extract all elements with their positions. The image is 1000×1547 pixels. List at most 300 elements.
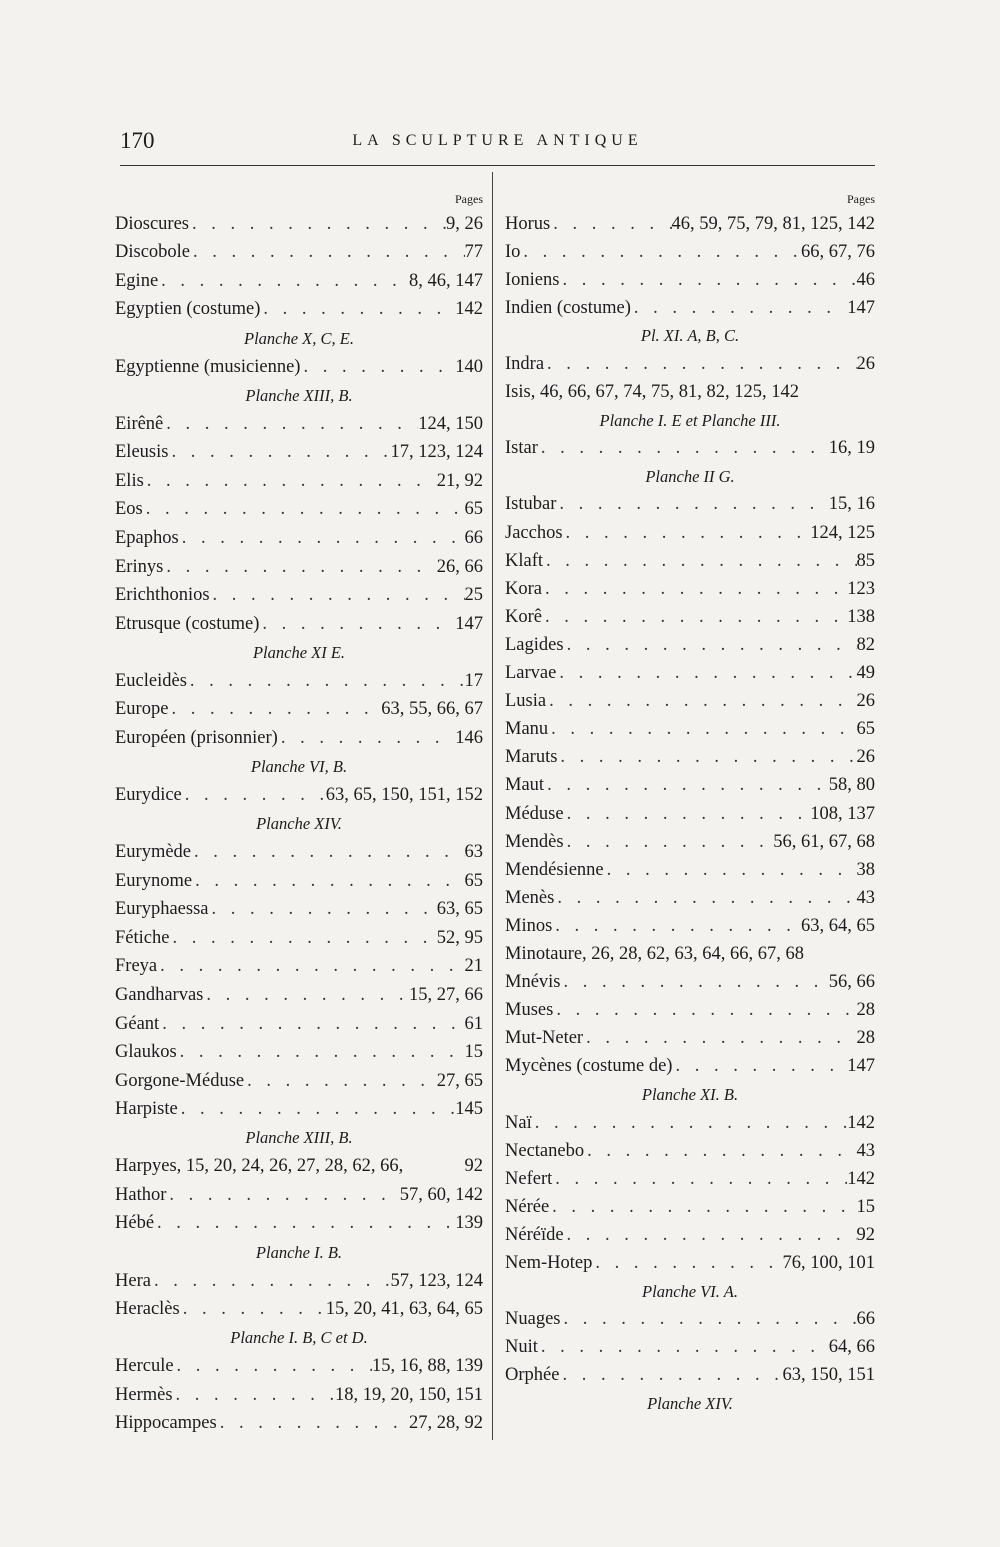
index-term: Egine [115, 270, 159, 291]
index-entry [115, 1410, 483, 1439]
page-refs: 124, 125 [810, 522, 875, 543]
index-term: Jacchos [505, 522, 563, 543]
leader-dots [559, 1365, 782, 1386]
index-term: Lagides [505, 634, 564, 655]
index-term: Eos [115, 499, 143, 520]
index-term: Hippocampes [115, 1413, 217, 1434]
index-term: Indien (costume) [505, 297, 631, 318]
index-entry [505, 912, 875, 940]
index-entry [115, 610, 483, 639]
plate-reference: Planche X, C, E. [244, 328, 354, 348]
index-entry [115, 296, 483, 325]
leader-dots [143, 499, 465, 520]
index-term: Istubar [505, 494, 557, 515]
index-term: Nefert [505, 1168, 553, 1189]
leader-dots [151, 1271, 391, 1292]
page-refs: 58, 80 [828, 775, 875, 796]
leader-dots [259, 614, 455, 635]
page-refs: 26 [856, 354, 875, 375]
index-term: Indra [505, 354, 545, 375]
leader-dots [166, 1185, 399, 1206]
index-term: Nuages [505, 1309, 561, 1330]
leader-dots [532, 1113, 848, 1134]
leader-dots [190, 242, 464, 263]
leader-dots [563, 523, 811, 544]
index-entry [115, 1181, 483, 1210]
index-entry [505, 1025, 875, 1053]
index-term: Mut-Neter [505, 1028, 584, 1049]
page-header [120, 128, 875, 162]
index-entry [505, 997, 875, 1025]
leader-dots [203, 985, 409, 1006]
column-divider [492, 172, 493, 1440]
index-entry [505, 800, 875, 828]
index-entry [115, 1295, 483, 1324]
index-term: Freya [115, 956, 158, 977]
page-refs: 92 [464, 1156, 483, 1177]
index-entry [505, 1165, 875, 1193]
index-entry [115, 524, 483, 553]
leader-dots [168, 442, 390, 463]
plate-reference: Planche II G. [645, 466, 735, 486]
page-refs: 27, 65 [436, 1070, 483, 1091]
page-refs: 43 [856, 1140, 875, 1161]
leader-dots [159, 1014, 464, 1035]
leader-dots [561, 972, 829, 993]
leader-dots [192, 871, 464, 892]
index-entry [115, 924, 483, 953]
page-refs: 82 [856, 634, 875, 655]
leader-dots [210, 585, 465, 606]
index-entry [115, 353, 483, 382]
plate-reference: Planche VI. A. [642, 1281, 738, 1301]
page-refs: 147 [455, 613, 483, 634]
index-entry [505, 350, 875, 378]
leader-dots [604, 860, 857, 881]
leader-dots [584, 1141, 856, 1162]
plate-reference: Planche I. B. [255, 1242, 343, 1262]
index-term: Géant [115, 1013, 160, 1034]
index-entry [115, 981, 483, 1010]
page-refs: 56, 61, 67, 68 [773, 831, 875, 852]
index-entry [115, 896, 483, 925]
page-refs: 66 [856, 1309, 875, 1330]
index-term: Epaphos [115, 527, 179, 548]
index-entry [115, 1210, 483, 1239]
index-entry [505, 266, 875, 294]
index-term: Egyptienne (musicienne) [115, 356, 301, 377]
plate-reference: Pl. XI. A, B, C. [640, 326, 740, 346]
plate-reference: Planche XI. B. [641, 1084, 739, 1104]
index-term: Minotaure, 26, 28, 62, 63, 64, 66, 67, 68 [505, 943, 805, 964]
index-entry [505, 631, 875, 659]
index-term: Erichthonios [115, 585, 210, 606]
page-refs: 43 [856, 887, 875, 908]
index-entry [115, 1095, 483, 1124]
index-entry [505, 1249, 875, 1277]
index-term: Maruts [505, 747, 558, 768]
page-refs: 15, 16, 88, 139 [372, 1356, 483, 1377]
index-term: Kora [505, 578, 542, 599]
index-term: Méduse [505, 803, 564, 824]
page-refs: 92 [856, 1224, 875, 1245]
page-refs: 138 [847, 606, 875, 627]
index-entry [505, 1362, 875, 1390]
index-term: Gorgone-Méduse [115, 1070, 245, 1091]
index-entry [505, 294, 875, 322]
page-refs: 66 [464, 527, 483, 548]
page-refs: 57, 123, 124 [390, 1270, 483, 1291]
page-refs: 57, 60, 142 [399, 1184, 483, 1205]
page-refs: 142 [847, 1168, 875, 1189]
index-term: Nuit [505, 1337, 538, 1358]
pages-heading: Pages [847, 192, 875, 206]
index-term: Harpyes, 15, 20, 24, 26, 27, 28, 62, 66, [115, 1156, 404, 1177]
index-entry [115, 467, 483, 496]
plate-reference: Planche VI, B. [250, 756, 348, 776]
index-entry [505, 210, 875, 238]
running-title: LA SCULPTURE ANTIQUE [352, 132, 643, 149]
index-term: Klaft [505, 550, 544, 571]
page-refs: 63, 65, 150, 151, 152 [325, 785, 483, 806]
page-refs: 17 [464, 670, 483, 691]
index-term: Néréïde [505, 1224, 564, 1245]
page-refs: 142 [847, 1112, 875, 1133]
index-term: Korê [505, 606, 542, 627]
page-refs: 123 [847, 578, 875, 599]
page-refs: 21 [464, 956, 483, 977]
leader-dots [217, 1413, 409, 1434]
page-refs: 147 [847, 1056, 875, 1077]
page-refs: 15 [464, 1042, 483, 1063]
page-refs: 56, 66 [828, 972, 875, 993]
page-refs: 146 [455, 727, 483, 748]
index-entry [505, 744, 875, 772]
page-refs: 52, 95 [436, 927, 483, 948]
leader-dots [163, 414, 418, 435]
index-term: Elis [115, 470, 144, 491]
leader-dots [187, 671, 465, 692]
page-refs: 63, 150, 151 [782, 1365, 875, 1386]
index-entry [115, 439, 483, 468]
index-entry [115, 1381, 483, 1410]
page-refs: 63, 65 [436, 899, 483, 920]
leader-dots [564, 635, 857, 656]
page-refs: 63, 64, 65 [801, 915, 875, 936]
leader-dots [546, 691, 856, 712]
page-refs: 77 [464, 242, 483, 263]
index-term: Erinys [115, 556, 164, 577]
leader-dots [548, 719, 856, 740]
leader-dots [552, 1169, 847, 1190]
page-refs: 15, 16 [828, 494, 875, 515]
page-refs: 15, 27, 66 [409, 984, 483, 1005]
leader-dots [154, 1213, 455, 1234]
header-rule [120, 165, 875, 166]
page-refs: 76, 100, 101 [782, 1253, 875, 1274]
page-refs: 46 [856, 269, 875, 290]
plate-reference: Planche XI E. [252, 642, 346, 662]
index-term: Maut [505, 775, 545, 796]
index-term: Nectanebo [505, 1140, 585, 1161]
index-entry [505, 575, 875, 603]
index-entry [115, 953, 483, 982]
leader-dots [564, 832, 774, 853]
index-entry [505, 519, 875, 547]
leader-dots [553, 1000, 856, 1021]
page-refs: 65 [464, 870, 483, 891]
index-term: Eurymède [115, 842, 192, 863]
index-term: Larvae [505, 663, 557, 684]
index-term: Eirênê [115, 413, 164, 434]
leader-dots [178, 1099, 456, 1120]
leader-dots [191, 842, 464, 863]
leader-dots [177, 1042, 465, 1063]
index-term: Européen (prisonnier) [115, 727, 278, 748]
leader-dots [157, 956, 464, 977]
leader-dots [557, 747, 856, 768]
index-entry [115, 724, 483, 753]
page-refs: 142 [455, 299, 483, 320]
page-refs: 108, 137 [810, 803, 875, 824]
index-entry [505, 1306, 875, 1334]
index-entry [115, 696, 483, 725]
index-entry [505, 856, 875, 884]
page-refs: 26 [856, 691, 875, 712]
page-refs: 124, 150 [418, 413, 483, 434]
page-refs: 85 [856, 550, 875, 571]
page-refs: 139 [455, 1213, 483, 1234]
leader-dots [244, 1071, 437, 1092]
index-column-left [115, 188, 483, 1438]
index-entry [115, 553, 483, 582]
index-entry [505, 379, 875, 407]
index-entry [505, 1334, 875, 1362]
leader-dots [158, 271, 409, 292]
plate-reference: Planche I. B, C et D. [230, 1328, 368, 1348]
index-term: Minos [505, 915, 553, 936]
page-refs: 38 [856, 859, 875, 880]
index-term: Horus [505, 213, 551, 234]
leader-dots [556, 494, 828, 515]
leader-dots [278, 728, 455, 749]
index-entry [505, 603, 875, 631]
index-term: Europe [115, 699, 169, 720]
index-entry [115, 1010, 483, 1039]
leader-dots [209, 899, 437, 920]
leader-dots [174, 1356, 372, 1377]
index-entry [505, 828, 875, 856]
index-term: Euryphaessa [115, 899, 209, 920]
page-refs: 63, 55, 66, 67 [381, 699, 483, 720]
index-entry [505, 969, 875, 997]
index-term: Egyptien (costume) [115, 299, 261, 320]
page-refs: 26 [856, 747, 875, 768]
index-entries [505, 210, 875, 1418]
index-term: Hermès [115, 1384, 173, 1405]
leader-dots [560, 1309, 856, 1330]
index-entry [115, 267, 483, 296]
leader-dots [168, 699, 381, 720]
leader-dots [173, 1385, 335, 1406]
index-entry [505, 660, 875, 688]
page-number: 170 [120, 128, 155, 153]
page-refs: 21, 92 [436, 470, 483, 491]
index-term: Mendès [505, 831, 564, 852]
leader-dots [179, 528, 465, 549]
leader-dots [556, 663, 856, 684]
plate-reference: Planche XIV. [256, 814, 342, 834]
index-entry [115, 1153, 483, 1182]
leader-dots [592, 1253, 782, 1274]
index-entry [115, 867, 483, 896]
leader-dots [549, 1197, 856, 1218]
index-entry [505, 884, 875, 912]
index-term: Manu [505, 719, 549, 740]
index-entry [505, 716, 875, 744]
index-entry [115, 496, 483, 525]
index-entry [505, 491, 875, 519]
leader-dots [631, 298, 847, 319]
index-term: Nérée [505, 1196, 550, 1217]
page-refs: 63 [464, 842, 483, 863]
index-term: Gandharvas [115, 984, 204, 1005]
page-refs: 15 [856, 1196, 875, 1217]
index-term: Etrusque (costume) [115, 613, 260, 634]
index-term: Eleusis [115, 442, 169, 463]
page-refs: 66, 67, 76 [801, 241, 875, 262]
index-term: Fétiche [115, 927, 170, 948]
index-entry [505, 940, 875, 968]
leader-dots [544, 775, 829, 796]
plate-reference: Planche I. E et Planche III. [599, 410, 781, 430]
leader-dots [552, 916, 801, 937]
index-term: Istar [505, 438, 538, 459]
index-column-right [505, 188, 875, 1418]
page-refs: 28 [856, 1028, 875, 1049]
page-refs: 17, 123, 124 [390, 442, 483, 463]
leader-dots [538, 1337, 829, 1358]
leader-dots [300, 357, 455, 378]
index-term: Isis, 46, 66, 67, 74, 75, 81, 82, 125, 142 [505, 382, 799, 403]
leader-dots [538, 438, 829, 459]
page-refs: 65 [856, 719, 875, 740]
index-entry [115, 581, 483, 610]
index-entry [505, 435, 875, 463]
leader-dots [543, 551, 856, 572]
leader-dots [583, 1028, 856, 1049]
page-refs: 49 [856, 663, 875, 684]
index-entry [115, 410, 483, 439]
index-entry [115, 1067, 483, 1096]
index-entry [115, 210, 483, 239]
index-term: Hébé [115, 1213, 155, 1234]
index-term: Mendésienne [505, 859, 604, 880]
leader-dots [544, 354, 856, 375]
index-term: Lusia [505, 691, 547, 712]
index-entry [115, 838, 483, 867]
page-refs: 15, 20, 41, 63, 64, 65 [325, 1299, 483, 1320]
page-refs: 61 [464, 1013, 483, 1034]
index-entry [115, 239, 483, 268]
page-refs: 28 [856, 1000, 875, 1021]
leader-dots [260, 299, 455, 320]
index-entry [505, 1137, 875, 1165]
index-entry [115, 1267, 483, 1296]
index-term: Ioniens [505, 269, 560, 290]
leader-dots [564, 1225, 857, 1246]
index-entry [505, 1053, 875, 1081]
page-refs: 9, 26 [446, 213, 483, 234]
page-refs: 27, 28, 92 [409, 1413, 483, 1434]
index-term: Discobole [115, 242, 191, 263]
plate-reference: Planche XIII, B. [245, 1128, 353, 1148]
leader-dots [163, 557, 436, 578]
page-refs: 65 [464, 499, 483, 520]
page-refs: 18, 19, 20, 150, 151 [335, 1384, 483, 1405]
leader-dots [550, 214, 671, 235]
index-entry [505, 1109, 875, 1137]
index-term: Eurynome [115, 870, 193, 891]
plate-reference: Planche XIV. [647, 1393, 733, 1413]
page-refs: 16, 19 [828, 438, 875, 459]
index-term: Io [505, 241, 521, 262]
index-term: Hera [115, 1270, 151, 1291]
leader-dots [182, 785, 326, 806]
page-refs: 64, 66 [828, 1337, 875, 1358]
leader-dots [564, 804, 811, 825]
index-term: Harpiste [115, 1099, 178, 1120]
page-refs: 140 [455, 356, 483, 377]
page-refs: 8, 46, 147 [409, 270, 483, 291]
index-entry [115, 667, 483, 696]
index-entry [505, 238, 875, 266]
index-term: Eucleidès [115, 670, 187, 691]
page-refs: 26, 66 [436, 556, 483, 577]
page-refs: 46, 59, 75, 79, 81, 125, 142 [671, 213, 875, 234]
leader-dots [520, 242, 801, 263]
leader-dots [542, 607, 847, 628]
page-refs: 145 [455, 1099, 483, 1120]
leader-dots [554, 888, 856, 909]
leader-dots [189, 214, 446, 235]
index-term: Muses [505, 1000, 554, 1021]
index-term: Mnévis [505, 972, 561, 993]
index-entry [115, 1038, 483, 1067]
leader-dots [144, 471, 437, 492]
page-refs: 147 [847, 297, 875, 318]
index-term: Dioscures [115, 213, 189, 234]
index-term: Nem-Hotep [505, 1253, 593, 1274]
index-term: Orphée [505, 1365, 560, 1386]
index-entry [115, 781, 483, 810]
index-term: Hercule [115, 1356, 174, 1377]
leader-dots [180, 1299, 326, 1320]
index-entry [505, 547, 875, 575]
index-term: Heraclès [115, 1299, 180, 1320]
index-term: Eurydice [115, 785, 182, 806]
leader-dots [559, 270, 856, 291]
leader-dots [542, 579, 847, 600]
index-term: Naï [505, 1112, 532, 1133]
index-term: Menès [505, 887, 555, 908]
index-entries [115, 210, 483, 1438]
index-entry [505, 1193, 875, 1221]
index-term: Glaukos [115, 1042, 177, 1063]
page-refs: 25 [464, 585, 483, 606]
plate-reference: Planche XIII, B. [245, 385, 353, 405]
index-term: Mycènes (costume de) [505, 1056, 673, 1077]
